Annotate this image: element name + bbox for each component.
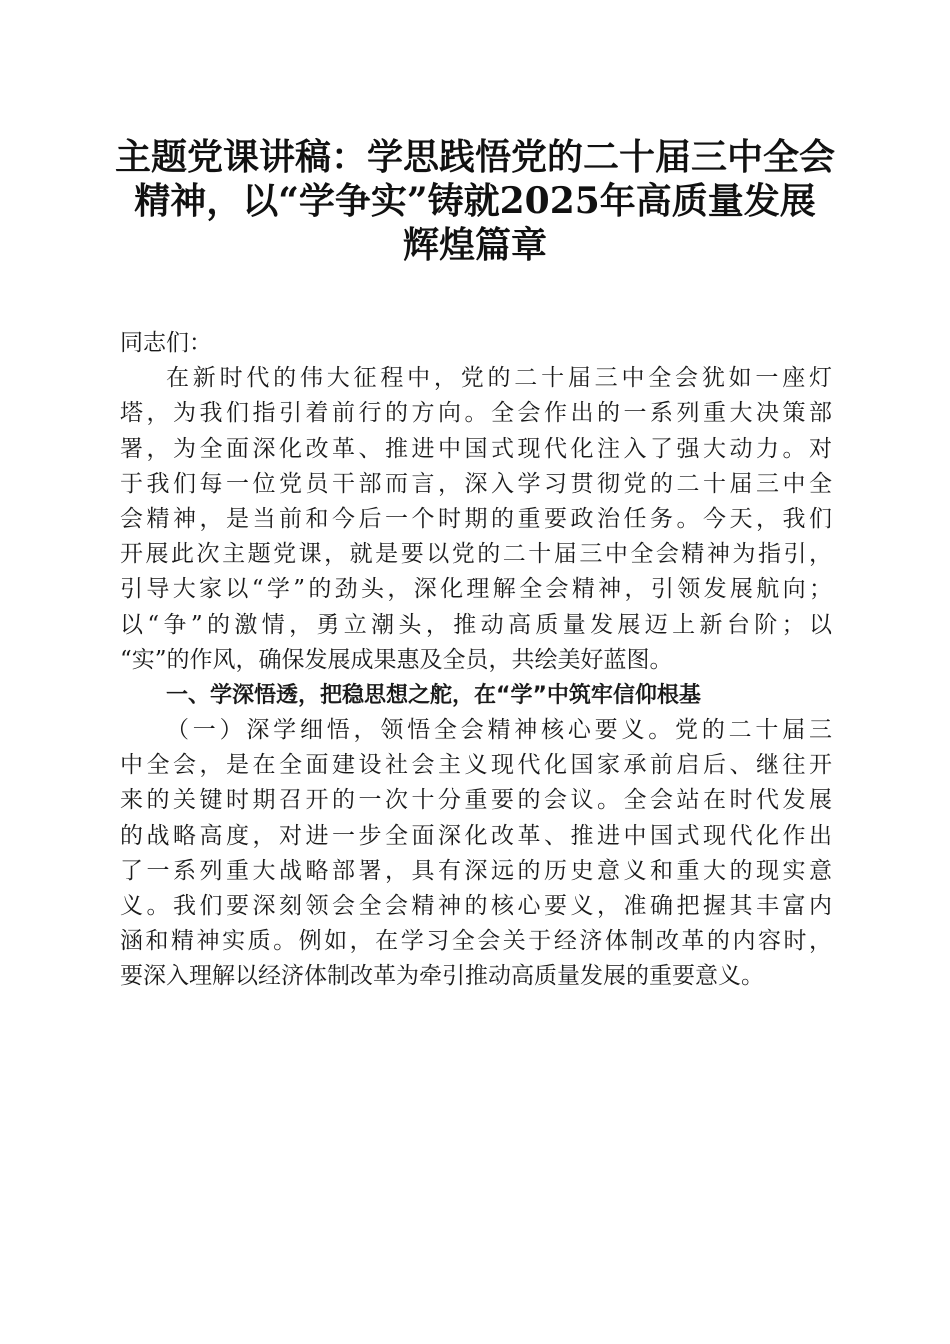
- document-body: [120, 326, 832, 995]
- paragraph-line: 的战略高度，对进一步全面深化改革、推进中国式现代化作出: [120, 822, 832, 849]
- title-line-1: 主题党课讲稿：学思践悟党的二十届三中全会: [114, 136, 835, 178]
- paragraph-line: 署，为全面深化改革、推进中国式现代化注入了强大动力。对: [120, 435, 832, 462]
- paragraph-line: 要深入理解以经济体制改革为牵引推动高质量发展的重要意义。: [120, 963, 764, 990]
- section-paragraph: [120, 713, 832, 995]
- paragraph-line: 来的关键时期召开的一次十分重要的会议。全会站在时代发展: [120, 787, 832, 814]
- paragraph-line: “实”的作风，确保发展成果惠及全员，共绘美好蓝图。: [120, 646, 673, 673]
- section-heading: 一、学深悟透，把稳思想之舵，在“学”中筑牢信仰根基: [166, 682, 701, 708]
- paragraph-line: 义。我们要深刻领会全会精神的核心要义，准确把握其丰富内: [120, 893, 832, 919]
- paragraph-line: （一）深学细悟，领悟全会精神核心要义。党的二十届三: [166, 717, 832, 744]
- paragraph-line: 引导大家以“学”的劲头，深化理解全会精神，引领发展航向；: [120, 576, 832, 603]
- paragraph-line: 了一系列重大战略部署，具有深远的历史意义和重大的现实意: [120, 857, 832, 884]
- paragraph-line: 于我们每一位党员干部而言，深入学习贯彻党的二十届三中全: [120, 470, 832, 497]
- paragraph-line: 开展此次主题党课，就是要以党的二十届三中全会精神为指引，: [120, 541, 832, 568]
- title-line-2: 精神，以“学争实”铸就2025年高质量发展: [134, 180, 816, 222]
- paragraph-line: 在新时代的伟大征程中，党的二十届三中全会犹如一座灯: [166, 365, 832, 392]
- paragraph-line: 涵和精神实质。例如，在学习全会关于经济体制改革的内容时，: [120, 928, 832, 955]
- paragraph-line: 会精神，是当前和今后一个时期的重要政治任务。今天，我们: [120, 505, 832, 532]
- paragraph-line: 中全会，是在全面建设社会主义现代化国家承前启后、继往开: [120, 752, 832, 779]
- paragraph-line: 以“争”的激情，勇立潮头，推动高质量发展迈上新台阶；以: [120, 611, 832, 638]
- title-line-3: 辉煌篇章: [402, 224, 547, 266]
- document-title: [100, 135, 850, 267]
- salutation: 同志们：: [120, 330, 212, 356]
- intro-paragraph: [120, 361, 832, 678]
- paragraph-line: 塔，为我们指引着前行的方向。全会作出的一系列重大决策部: [120, 400, 832, 427]
